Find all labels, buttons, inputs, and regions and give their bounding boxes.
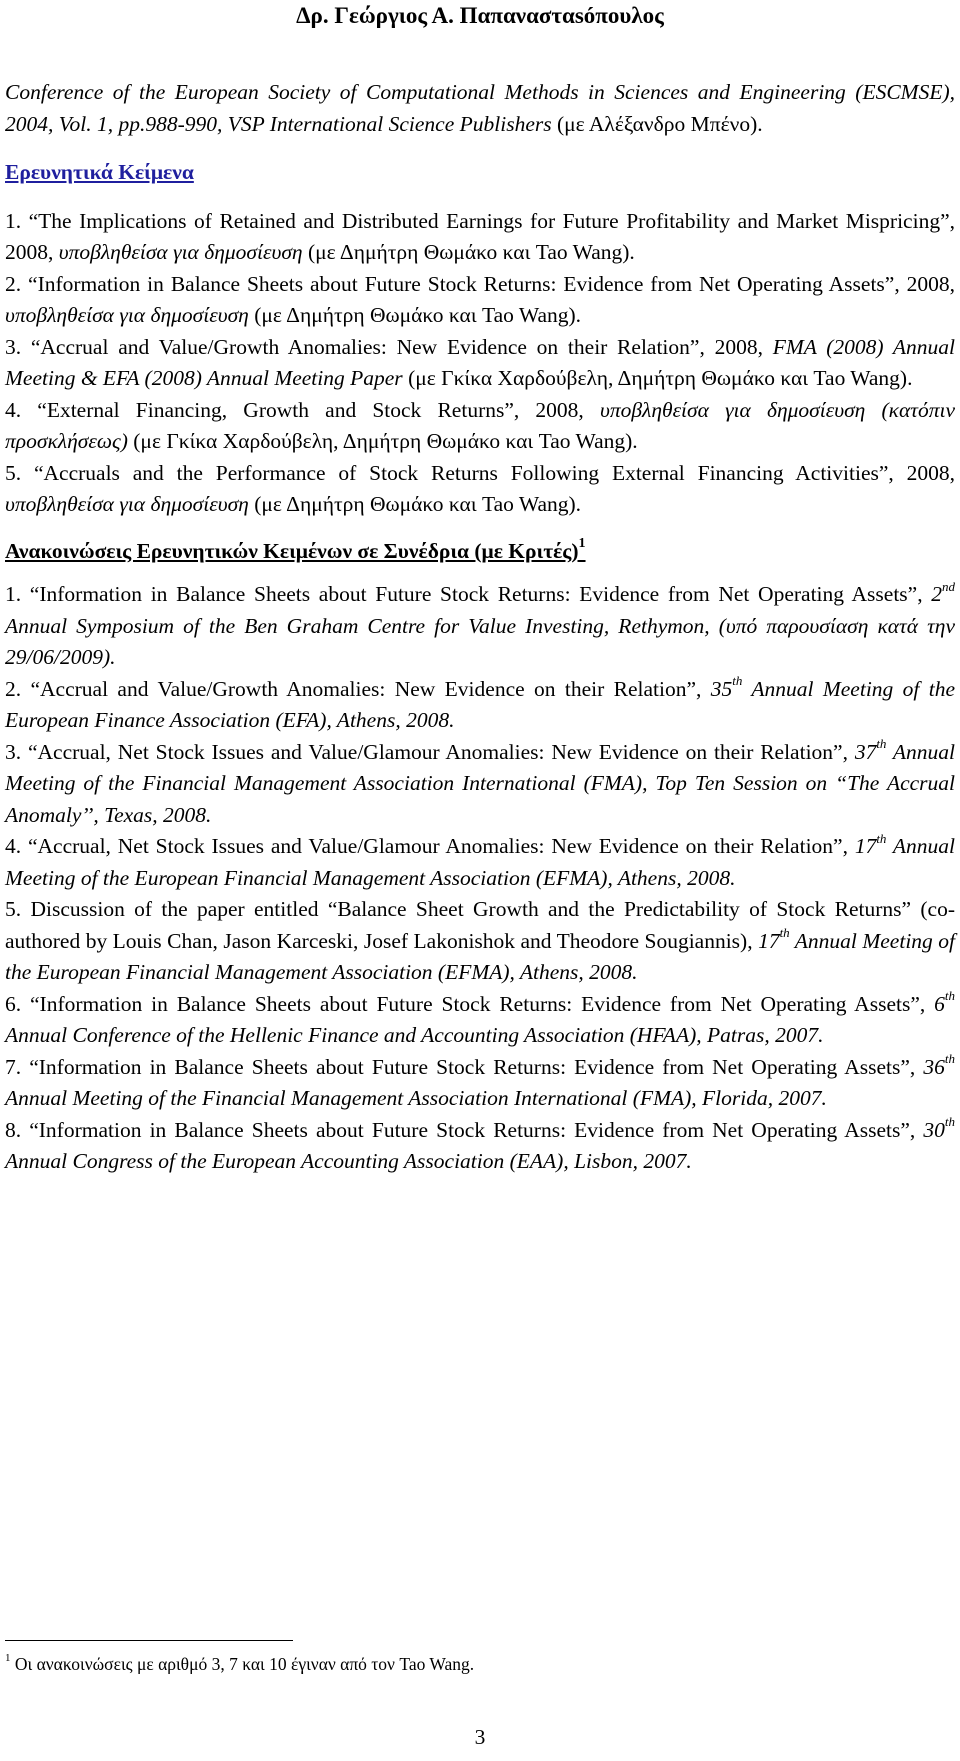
- footnote: [5, 1652, 955, 1676]
- entry-ordinal: 2: [931, 582, 942, 606]
- entry-ordinal-suffix: th: [944, 1114, 955, 1130]
- conference-paper-entry: [5, 1115, 955, 1178]
- entry-italic: υποβληθείσα για δημοσίευση: [5, 303, 249, 327]
- entry-venue: Annual Meeting of the European Financial Management Association (EFMA), Athens, 2008.: [5, 928, 955, 984]
- conference-paper-entry: [5, 1052, 955, 1115]
- research-paper-entry: [5, 206, 955, 269]
- entry-lead: 3. “Accrual, Net Stock Issues and Value/Glamour Anomalies: New Evidence on their Relation”,: [5, 739, 855, 764]
- entry-venue: Annual Meeting of the Financial Management Association International (FMA), Top Ten Session on “The Accrual Anomaly’’, Texas, 2008.: [5, 739, 955, 827]
- footnote-marker: 1: [5, 1652, 11, 1665]
- entry-ordinal: 37: [854, 739, 877, 764]
- document-page: [5, 0, 955, 1178]
- entry-tail: (με Δημήτρη Θωμάκο και Tao Wang).: [248, 492, 582, 516]
- research-paper-entry: [5, 458, 955, 521]
- entry-ordinal: 36: [923, 1054, 945, 1079]
- research-papers-list: [5, 206, 955, 521]
- entry-ordinal: 6: [934, 991, 945, 1016]
- section-heading-conference-papers: [5, 536, 955, 568]
- conference-papers-list: [5, 579, 955, 1178]
- entry-lead: 5. “Accruals and the Performance of Stock Returns Following External Financing Activities”, 2008,: [5, 460, 955, 485]
- conference-paper-entry: [5, 674, 955, 737]
- entry-lead: 4. “External Financing, Growth and Stock Returns”, 2008,: [5, 397, 600, 422]
- intro-text: Conference of the European Society of Computational Methods in Sciences and Engineering (ESCMSE), 2004, Vol. 1, pp.988-990, VSP International Science Publishers: [5, 80, 955, 136]
- entry-tail: (με Γκίκα Χαρδούβελη, Δημήτρη Θωμάκο και Tao Wang).: [127, 429, 638, 453]
- intro-continuation: [5, 77, 955, 140]
- footnote-text: Οι ανακοινώσεις με αριθμό 3, 7 και 10 έγιναν από τον Tao Wang.: [10, 1654, 475, 1674]
- entry-venue: Annual Conference of the Hellenic Finance and Accounting Association (HFAA), Patras, 2007.: [5, 1023, 824, 1047]
- page-header-name: Δρ. Γεώργιος Α. Παπανασταsóπουλος: [296, 3, 664, 28]
- entry-ordinal-suffix: th: [876, 736, 887, 752]
- entry-lead: 1. “Information in Balance Sheets about Future Stock Returns: Evidence from Net Operating Assets”,: [5, 582, 932, 606]
- conference-paper-entry: [5, 831, 955, 894]
- footnote-reference: 1: [578, 536, 586, 552]
- intro-tail: (με Αλέξανδρο Μπένο).: [551, 111, 763, 136]
- entry-italic: υποβληθείσα για δημοσίευση: [58, 240, 303, 264]
- conference-paper-entry: [5, 737, 955, 832]
- entry-lead: 8. “Information in Balance Sheets about Future Stock Returns: Evidence from Net Operating Assets”,: [5, 1117, 924, 1142]
- entry-ordinal: 35: [710, 676, 733, 701]
- conference-heading-text: Ανακοινώσεις Ερευνητικών Κειμένων σε Συνέδρια (με Κριτές): [5, 538, 579, 563]
- entry-italic: FMA (2008) Annual Meeting & EFA (2008) Annual Meeting Paper: [5, 334, 955, 390]
- entry-venue: Annual Meeting of the European Financial Management Association (EFMA), Athens, 2008.: [5, 834, 955, 890]
- conference-paper-entry: [5, 579, 955, 674]
- entry-lead: 6. “Information in Balance Sheets about Future Stock Returns: Evidence from Net Operating Assets”,: [5, 991, 935, 1016]
- entry-venue: Annual Congress of the European Accounting Association (EAA), Lisbon, 2007.: [5, 1149, 692, 1173]
- entry-venue: Annual Meeting of the European Finance Association (EFA), Athens, 2008.: [5, 676, 956, 732]
- entry-venue: Annual Meeting of the Financial Management Association International (FMA), Florida, 2007.: [5, 1086, 827, 1110]
- research-paper-entry: [5, 332, 955, 395]
- conference-paper-entry: [5, 989, 955, 1052]
- footnote-separator: [5, 1640, 293, 1641]
- research-paper-entry: [5, 395, 955, 458]
- page-number: 3: [474, 1725, 486, 1749]
- entry-lead: 1. “The Implications of Retained and Distributed Earnings for Future Profitability and Market Mispricing”, 2008,: [5, 208, 955, 264]
- entry-lead: 3. “Accrual and Value/Growth Anomalies: New Evidence on their Relation”, 2008,: [5, 334, 773, 359]
- entry-lead: 4. “Accrual, Net Stock Issues and Value/Glamour Anomalies: New Evidence on their Relation”,: [5, 834, 855, 858]
- entry-ordinal-suffix: th: [779, 925, 790, 941]
- entry-lead: 2. “Information in Balance Sheets about Future Stock Returns: Evidence from Net Operating Assets”, 2008,: [5, 271, 955, 296]
- entry-lead: 7. “Information in Balance Sheets about Future Stock Returns: Evidence from Net Operating Assets”,: [5, 1054, 924, 1079]
- entry-venue: Annual Symposium of the Ben Graham Centre for Value Investing, Rethymon, (υπό παρουσίαση κατά την 29/06/2009).: [5, 613, 955, 669]
- entry-tail: (με Δημήτρη Θωμάκο και Tao Wang).: [248, 303, 582, 327]
- entry-ordinal: 30: [923, 1117, 945, 1142]
- entry-italic: υποβληθείσα για δημοσίευση: [5, 492, 249, 516]
- entry-tail: (με Δημήτρη Θωμάκο και Tao Wang).: [302, 240, 635, 264]
- section-heading-research-papers: Ερευνητικά Κείμενα: [5, 160, 194, 184]
- entry-tail: (με Γκίκα Χαρδούβελη, Δημήτρη Θωμάκο και Tao Wang).: [402, 366, 913, 390]
- entry-ordinal-suffix: th: [732, 673, 743, 689]
- entry-ordinal-suffix: nd: [942, 578, 955, 594]
- entry-italic: υποβληθείσα για δημοσίευση (κατόπιν προσκλήσεως): [5, 397, 955, 453]
- entry-ordinal-suffix: th: [876, 830, 887, 846]
- entry-ordinal-suffix: th: [944, 988, 955, 1004]
- entry-ordinal: 17: [758, 928, 780, 953]
- entry-lead: 2. “Accrual and Value/Growth Anomalies: New Evidence on their Relation”,: [5, 676, 711, 701]
- conference-paper-entry: [5, 894, 955, 989]
- entry-ordinal-suffix: th: [944, 1051, 955, 1067]
- research-paper-entry: [5, 269, 955, 332]
- entry-ordinal: 17: [854, 834, 877, 858]
- entry-lead: 5. Discussion of the paper entitled “Balance Sheet Growth and the Predictability of Stock Returns” (co-authored by Louis Chan, Jason Karceski, Josef Lakonishok and Theodore Sougiannis),: [5, 897, 955, 953]
